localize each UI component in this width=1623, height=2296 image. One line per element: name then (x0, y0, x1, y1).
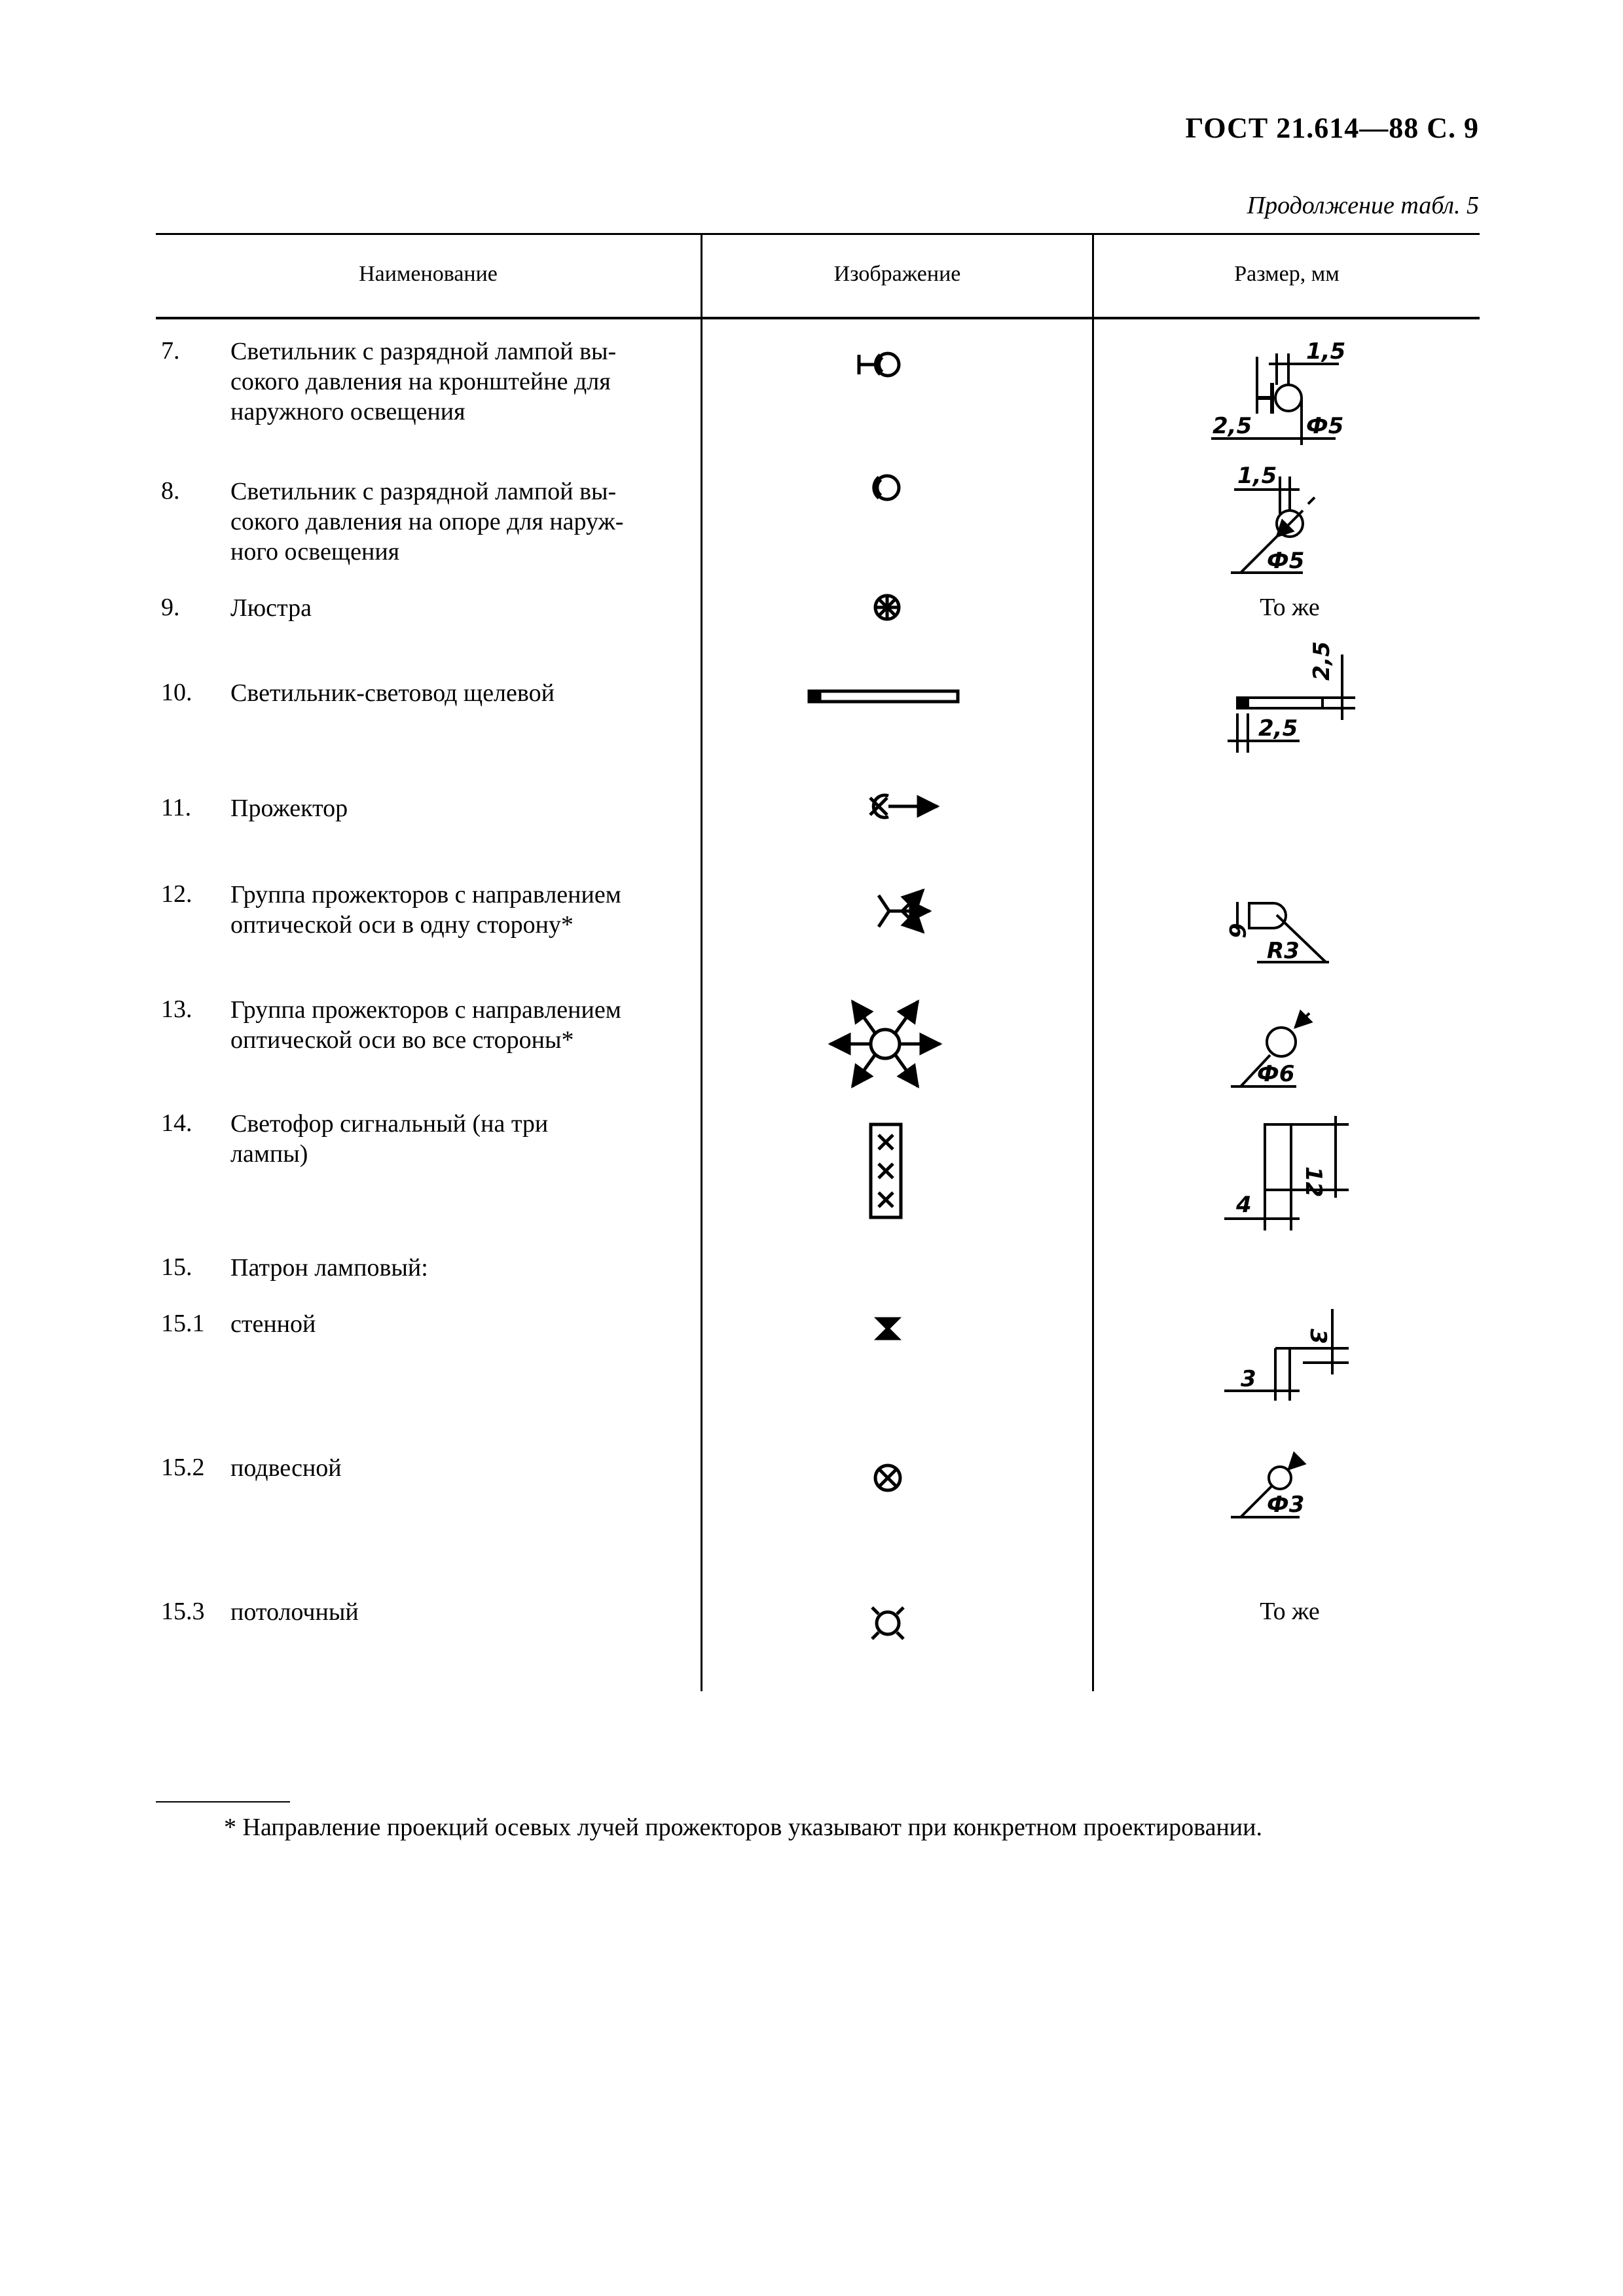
dim-label: 4 (1236, 1192, 1252, 1218)
row-number: 12. (161, 880, 192, 908)
floodlight-icon (870, 795, 938, 817)
row-name: Патрон ламповый: (230, 1254, 428, 1282)
dim-label: 3 (1241, 1366, 1256, 1392)
row-name: Группа прожекторов с направлением оптической оси в одну сторону* (230, 881, 621, 939)
column-header-image: Изображение (833, 262, 961, 286)
row-name: стенной (230, 1310, 316, 1338)
row-name: подвесной (230, 1454, 342, 1482)
row-size-same: То же (1260, 594, 1320, 621)
dim-label: Ф5 (1306, 413, 1344, 439)
row-name: Светильник-световод щелевой (230, 679, 555, 707)
row-name: Светильник с разрядной лампой вы- сокого давления на опоре для наруж- ного освещения (230, 478, 624, 565)
row-number: 8. (161, 477, 180, 505)
row-number: 15.1 (161, 1310, 205, 1337)
row-number: 15.3 (161, 1598, 205, 1625)
column-header-name: Наименование (359, 262, 498, 286)
pole-luminaire-icon (875, 476, 899, 499)
row-number: 9. (161, 594, 180, 621)
row-number: 7. (161, 337, 180, 365)
row-name: Прожектор (230, 795, 348, 822)
dim-label: 1,5 (1306, 338, 1346, 365)
row-number: 15. (161, 1253, 192, 1281)
dim-label: Ф5 (1267, 548, 1305, 574)
wall-lampholder-icon (878, 1319, 898, 1338)
bracket-luminaire-icon (859, 353, 899, 376)
dim-label: R3 (1267, 938, 1300, 964)
floodlight-group-one-direction-icon (879, 890, 930, 932)
floodlight-group-all-directions-icon (830, 1001, 940, 1086)
chandelier-icon (875, 596, 899, 619)
dim-label: Ф3 (1267, 1492, 1305, 1518)
row-number: 10. (161, 679, 192, 706)
row-number: 14. (161, 1109, 192, 1137)
column-header-size: Размер, мм (1234, 262, 1340, 286)
slot-lightguide-icon (809, 691, 958, 702)
dim-label: 1,5 (1237, 463, 1277, 489)
dim-label: 3 (1305, 1329, 1331, 1344)
row-name: Светофор сигнальный (на три лампы) (230, 1110, 549, 1168)
dim-label: 2,5 (1213, 413, 1252, 439)
dim-label: 6 (1224, 923, 1250, 939)
table-continuation-label: Продолжение табл. 5 (1247, 192, 1479, 219)
row-number: 15.2 (161, 1454, 205, 1481)
dim-label: 12 (1300, 1166, 1326, 1198)
pendant-lampholder-icon (875, 1465, 900, 1490)
footnote-rule (156, 1801, 290, 1803)
row-name: Группа прожекторов с направлением оптической оси во все стороны* (230, 996, 621, 1054)
row-name: Светильник с разрядной лампой вы- сокого давления на кронштейне для наружного освещения (230, 338, 617, 425)
row-name: потолочный (230, 1598, 359, 1626)
dim-label: 2,5 (1258, 715, 1298, 742)
row-number: 13. (161, 996, 192, 1023)
dim-label: Ф6 (1257, 1061, 1295, 1087)
footnote-text: * Направление проекций осевых лучей прожекторов указывают при конкретном проектировании. (224, 1814, 1262, 1841)
row-name: Люстра (230, 594, 312, 622)
ceiling-lampholder-icon (872, 1607, 903, 1639)
row-size-same: То же (1260, 1598, 1320, 1625)
dim-label: 2,5 (1309, 641, 1335, 681)
page-header-title: ГОСТ 21.614—88 С. 9 (1185, 112, 1479, 144)
traffic-light-icon (871, 1124, 901, 1217)
row-number: 11. (161, 794, 192, 821)
